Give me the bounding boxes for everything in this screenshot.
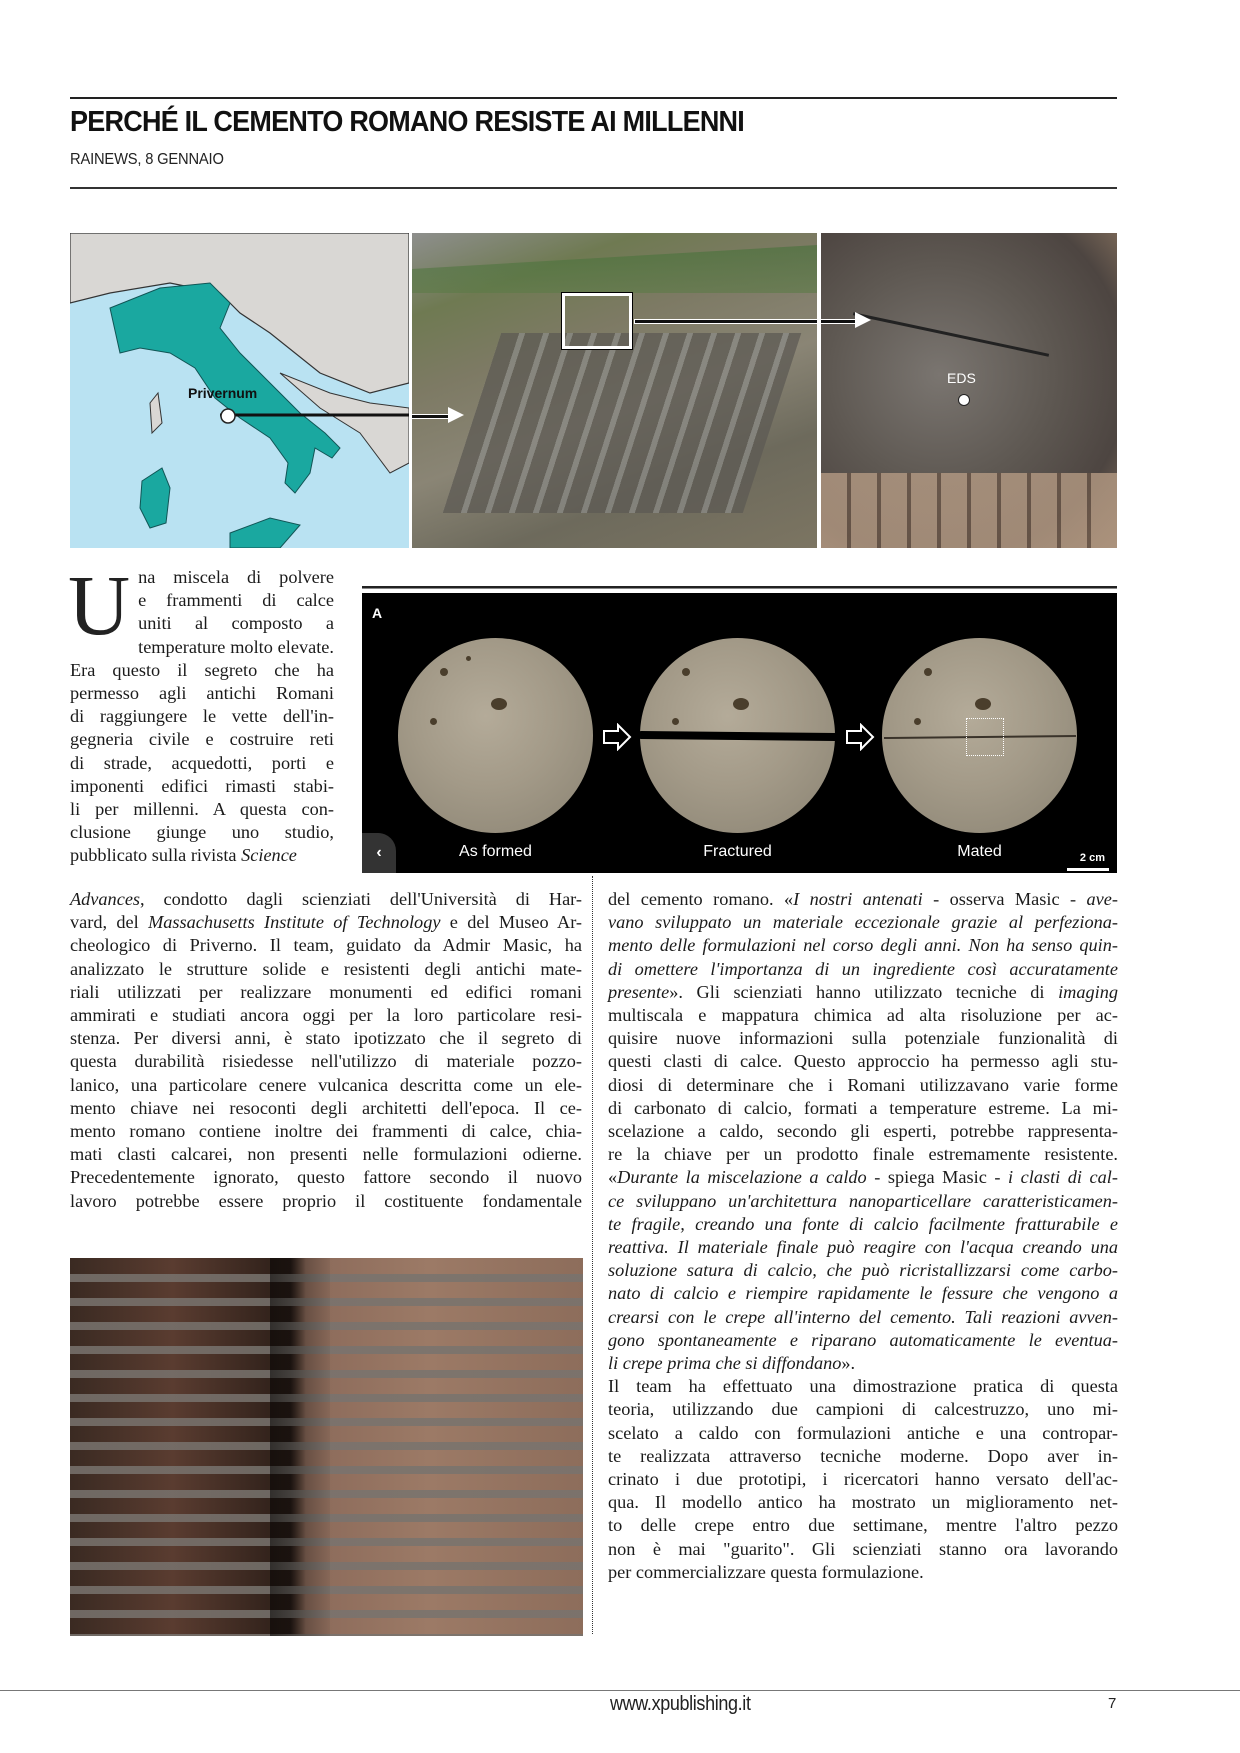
caption-fractured: Fractured bbox=[703, 843, 772, 860]
text-line: reattiva. Il materiale finale può reagire con l'acqua creando una bbox=[608, 1237, 1118, 1258]
text-line: crinato i due prototipi, i ricercatori hanno versato dell'ac- bbox=[608, 1469, 1118, 1490]
text-line: nato di calcio e riempire rapidamente le fessure che vengono a bbox=[608, 1283, 1118, 1304]
text-line: li per millenni. A questa con- bbox=[70, 799, 334, 820]
closeup-arrow-line bbox=[821, 320, 857, 323]
disc-as-formed bbox=[398, 638, 593, 833]
text-line: vard, del Massachusetts Institute of Technology e del Museo Ar- bbox=[70, 912, 583, 933]
text-line: di omettere l'importanza di un ingrediente così accuratamente bbox=[608, 958, 1118, 979]
figure-a-self-healing-concrete bbox=[362, 593, 1117, 873]
eds-label: EDS bbox=[947, 370, 976, 386]
text-line: scelazione a caldo, secondo gli esperti, potrebbe rappresenta- bbox=[608, 1121, 1118, 1142]
figure-panel-letter: A bbox=[372, 605, 383, 621]
text-line: del cemento romano. «I nostri antenati - osserva Masic - ave- bbox=[608, 889, 1118, 909]
text-line: te realizzata attraverso tecniche moderne. Dopo aver in- bbox=[608, 1445, 1118, 1466]
article-left-column bbox=[70, 888, 582, 1213]
text-line: di strade, acquedotti, porti e bbox=[70, 752, 334, 773]
map-label-privernum: Privernum bbox=[188, 385, 258, 401]
text-line: Advances, condotto dagli scienziati dell'Università di Har- bbox=[70, 889, 582, 909]
text-line: riali utilizzati per realizzare monumenti ed edifici romani bbox=[70, 981, 582, 1002]
footer-rule bbox=[0, 1690, 1240, 1691]
map-to-aerial-arrow-line bbox=[412, 415, 452, 418]
article-right-column bbox=[608, 888, 1118, 1584]
arrow-right-icon bbox=[602, 723, 632, 751]
aerial-site-image bbox=[412, 233, 817, 548]
text-line: e frammenti di calce bbox=[138, 590, 334, 611]
text-line: quisire nuove informazioni sulla potenziale funzionalità di bbox=[608, 1028, 1118, 1049]
aerial-to-closeup-arrow-line bbox=[635, 320, 817, 323]
text-line: imponenti edifici rimasti stabi- bbox=[70, 775, 334, 796]
text-line: Precedentemente ignorato, questo fattore secondo il nuovo bbox=[70, 1167, 582, 1188]
previous-slide-button[interactable]: ‹ bbox=[362, 833, 396, 873]
text-line: gono spontaneamente e riparano automaticamente le eventua- bbox=[608, 1329, 1118, 1350]
text-line: presente». Gli scienziati hanno utilizzato tecniche di imaging bbox=[608, 981, 1118, 1002]
italy-map-image bbox=[70, 233, 409, 548]
text-line: clusione giunge uno studio, bbox=[70, 822, 334, 843]
text-line: mento romano contiene inoltre dei frammenti di calce, chia- bbox=[70, 1121, 582, 1142]
text-line: Il team ha effettuato una dimostrazione pratica di questa bbox=[608, 1376, 1118, 1397]
text-line: cheologico di Priverno. Il team, guidato da Admir Masic, ha bbox=[70, 935, 582, 956]
text-line: qua. Il modello antico ha mostrato un miglioramento net- bbox=[608, 1492, 1118, 1513]
page-number: 7 bbox=[1108, 1695, 1117, 1712]
text-line: uniti al composto a bbox=[138, 613, 334, 634]
figure-top-rule bbox=[362, 586, 1117, 589]
text-line: multiscala e mappatura chimica ad alta risoluzione per ac- bbox=[608, 1005, 1118, 1026]
article-title: PERCHÉ IL CEMENTO ROMANO RESISTE AI MILLENNI bbox=[70, 106, 745, 138]
caption-as-formed: As formed bbox=[459, 843, 532, 860]
scale-label: 2 cm bbox=[1079, 852, 1105, 864]
article-source: RAINEWS, 8 GENNAIO bbox=[70, 151, 224, 168]
text-line: mento delle formulazioni nel corso degli anni. Non ha senso quin- bbox=[608, 935, 1118, 956]
text-line: di carbonato di calcio, formati a temperature estreme. La mi- bbox=[608, 1097, 1118, 1118]
text-line: vano sviluppato un materiale eccezionale grazie al perfeziona- bbox=[608, 912, 1118, 933]
text-line: non è mai "guarito". Gli scienziati stanno ora lavorando bbox=[608, 1538, 1118, 1559]
text-line: questi clasti di calce. Questo approccio ha permesso agli stu- bbox=[608, 1051, 1118, 1072]
text-line: stenza. Per diversi anni, è stato ipotizzato che il segreto di bbox=[70, 1028, 582, 1049]
text-line: na miscela di polvere bbox=[138, 567, 334, 587]
text-line: crearsi con le crepe all'interno del cemento. Tali reazioni avven- bbox=[608, 1306, 1118, 1327]
detail-selection-box bbox=[966, 718, 1004, 756]
text-line: scelato a caldo con formulazioni antiche e una contropar- bbox=[608, 1422, 1118, 1443]
text-line: questa durabilità risiedesse nell'utilizzo di materiale pozzo- bbox=[70, 1051, 582, 1072]
header-bottom-rule bbox=[70, 187, 1117, 189]
text-line: temperature molto elevate. bbox=[138, 636, 334, 657]
text-line: diosi di determinare che i Romani utilizzavano varie forme bbox=[608, 1074, 1118, 1095]
text-line: ce sviluppano un'architettura nanoparticellare caratteristicamen- bbox=[608, 1190, 1118, 1211]
publisher-website-link[interactable]: www.xpublishing.it bbox=[610, 1693, 751, 1715]
column-divider bbox=[592, 876, 593, 1634]
eds-marker-dot bbox=[958, 394, 970, 406]
arrow-right-icon bbox=[855, 312, 871, 328]
disc-mated bbox=[882, 638, 1077, 833]
text-line: soluzione satura di calcio, che può ricristallizzarsi come carbo- bbox=[608, 1260, 1118, 1281]
text-line: analizzato le strutture solide e resistenti degli antichi mate- bbox=[70, 958, 582, 979]
text-line: teoria, utilizzando due campioni di calcestruzzo, uno mi- bbox=[608, 1399, 1118, 1420]
text-line: li crepe prima che si diffondano». bbox=[608, 1353, 856, 1374]
text-line: «Durante la miscelazione a caldo - spiega Masic - i clasti di cal- bbox=[608, 1167, 1118, 1188]
text-line: mento chiave nei resoconti degli architetti dell'epoca. Il ce- bbox=[70, 1097, 582, 1118]
cement-closeup-image bbox=[821, 233, 1117, 548]
text-line: Era questo il segreto che ha bbox=[70, 659, 334, 680]
roman-brick-wall-image bbox=[70, 1258, 583, 1636]
text-line: permesso agli antichi Romani bbox=[70, 683, 334, 704]
text-line: lanico, una particolare cenere vulcanica descritta come un ele- bbox=[70, 1074, 582, 1095]
caption-mated: Mated bbox=[957, 843, 1002, 860]
text-line: re la chiave per un prodotto finale estremamente resistente. bbox=[608, 1144, 1118, 1165]
text-line: lavoro potrebbe essere proprio il costituente fondamentale bbox=[70, 1190, 582, 1211]
text-line: to delle crepe entro due settimane, mentre l'altro pezzo bbox=[608, 1515, 1118, 1536]
scale-bar bbox=[1067, 868, 1109, 871]
text-line: pubblicato sulla rivista Science bbox=[70, 845, 297, 866]
disc-fractured bbox=[640, 638, 835, 833]
text-line: te fragile, creando una fonte di calcio facilmente fratturabile e bbox=[608, 1213, 1118, 1234]
text-line: ammirati e studiati ancora oggi per la loro particolare resi- bbox=[70, 1005, 582, 1026]
text-line: di raggiungere le vette dell'in- bbox=[70, 706, 334, 727]
arrow-right-icon bbox=[448, 407, 464, 423]
text-line: mati clasti calcarei, non presenti nelle formulazioni odierne. bbox=[70, 1144, 582, 1165]
arrow-right-icon bbox=[845, 723, 875, 751]
text-line: gegneria civile e costruire reti bbox=[70, 729, 334, 750]
text-line: per commercializzare questa formulazione. bbox=[608, 1561, 924, 1582]
drop-cap: U bbox=[68, 557, 131, 653]
article-intro-paragraph bbox=[68, 557, 334, 868]
header-top-rule bbox=[70, 97, 1117, 99]
